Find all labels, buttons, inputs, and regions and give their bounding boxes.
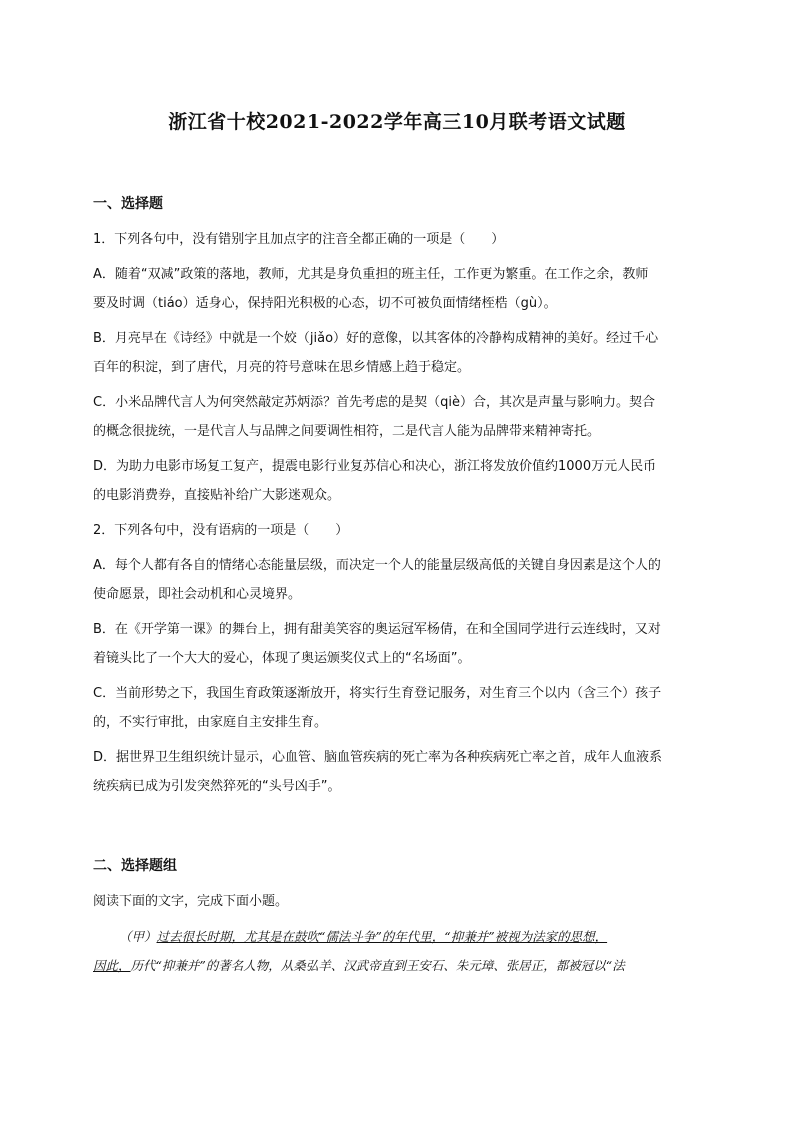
reading-instruction: 阅读下面的文字，完成下面小题。 bbox=[93, 894, 289, 909]
question-1-option-d bbox=[93, 457, 705, 506]
question-1-option-c bbox=[93, 393, 705, 442]
passage-text: 历代“抑兼并”的著名人物，从桑弘羊、汉武帝直到王安石、朱元璋、张居正，都被冠以“法 bbox=[130, 958, 625, 973]
option-line: D．为助力电影市场复工复产，提震电影行业复苏信心和决心，浙江将发放价值约1000万元人民币 bbox=[93, 459, 657, 474]
option-line: A．随着“双减”政策的落地，教师，尤其是身负重担的班主任，工作更为繁重。在工作之余，教师 bbox=[93, 267, 649, 282]
question-2-option-b bbox=[93, 620, 705, 669]
section-heading-choice: 一、选择题 bbox=[93, 196, 163, 212]
passage-label: （甲） bbox=[119, 929, 157, 944]
passage-underlined-text: 因此， bbox=[93, 958, 131, 973]
option-line: C．当前形势之下，我国生育政策逐渐放开，将实行生育登记服务，对生育三个以内（含三个）孩子 bbox=[93, 686, 662, 701]
option-line: 着镜头比了一个大大的爱心，体现了奥运颁奖仪式上的“名场面”。 bbox=[93, 651, 471, 666]
exam-content bbox=[93, 193, 705, 976]
reading-passage bbox=[93, 927, 705, 976]
question-2-stem: 2．下列各句中，没有语病的一项是（ ） bbox=[93, 523, 349, 538]
option-line: 百年的积淀，到了唐代，月亮的符号意味在思乡情感上趋于稳定。 bbox=[93, 360, 471, 375]
question-1-option-a bbox=[93, 265, 705, 314]
question-2-option-c bbox=[93, 684, 705, 733]
question-2-option-d bbox=[93, 748, 705, 797]
question-1-option-b bbox=[93, 329, 705, 378]
option-line: D．据世界卫生组织统计显示，心血管、脑血管疾病的死亡率为各种疾病死亡率之首，成年人血液系 bbox=[93, 750, 663, 765]
option-line: 要及时调（tiáo）适身心，保持阳光积极的心态，切不可被负面情绪桎梏（gù）。 bbox=[93, 296, 557, 311]
option-line: 统疾病已成为引发突然猝死的“头号凶手”。 bbox=[93, 779, 341, 794]
page-title: 浙江省十校2021-2022学年高三10月联考语文试题 bbox=[168, 111, 626, 133]
passage-line bbox=[93, 956, 705, 976]
option-line: B．在《开学第一课》的舞台上，拥有甜美笑容的奥运冠军杨倩，在和全国同学进行云连线时，又对 bbox=[93, 622, 661, 637]
option-line: 使命愿景，即社会动机和心灵境界。 bbox=[93, 587, 302, 602]
question-1-stem: 1．下列各句中，没有错别字且加点字的注音全都正确的一项是（ ） bbox=[93, 232, 505, 247]
option-line: 的，不实行审批，由家庭自主安排生育。 bbox=[93, 715, 328, 730]
passage-line bbox=[93, 927, 705, 947]
passage-underlined-text: 过去很长时期，尤其是在鼓吹“儒法斗争”的年代里，“抑兼并”被视为法家的思想， bbox=[156, 929, 608, 944]
option-line: 的概念很拢统，一是代言人与品牌之间要调性相符，二是代言人能为品牌带来精神寄托。 bbox=[93, 424, 601, 439]
option-line: 的电影消费券，直接贴补给广大影迷观众。 bbox=[93, 488, 341, 503]
section-heading-choice-group: 二、选择题组 bbox=[93, 858, 177, 874]
option-line: A．每个人都有各自的情绪心态能量层级，而决定一个人的能量层级高低的关键自身因素是这个人的 bbox=[93, 558, 661, 573]
question-2-option-a bbox=[93, 556, 705, 605]
option-line: C．小米品牌代言人为何突然敲定苏炳添？首先考虑的是契（qiè）合，其次是声量与影响力。契合 bbox=[93, 395, 655, 410]
option-line: B．月亮早在《诗经》中就是一个姣（jiǎo）好的意像，以其客体的冷静构成精神的美好。经过千心 bbox=[93, 331, 659, 346]
